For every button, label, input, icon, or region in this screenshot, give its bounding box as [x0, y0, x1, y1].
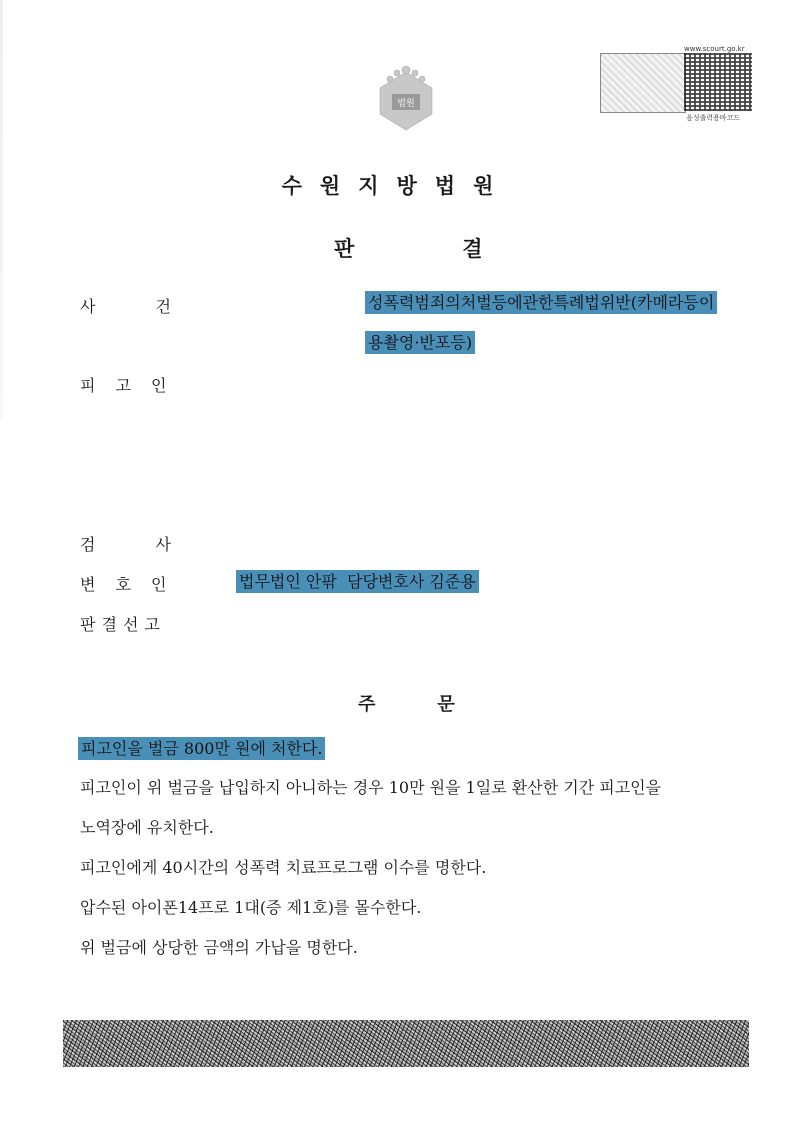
judgment-title-char: 판 [334, 237, 355, 261]
order-title [358, 690, 455, 716]
document-barcode-icon [63, 1020, 749, 1067]
label-char: 검 [80, 535, 96, 554]
qr-caption: 음성출력용바코드 [686, 114, 741, 122]
label-char: 인 [150, 376, 167, 395]
order-title-char: 문 [437, 694, 455, 715]
defendant-label [80, 373, 166, 396]
label-char: 인 [150, 575, 167, 594]
label-char: 피 [80, 376, 96, 395]
order-line-highlight: 피고인을 벌금 800만 원에 처한다. [78, 737, 325, 760]
order-line-3: 노역장에 유치한다. [80, 818, 214, 837]
case-value-highlight: 용촬영·반포등) [365, 331, 475, 354]
court-seal-icon [370, 62, 442, 138]
sentencing-date-label [80, 612, 160, 635]
label-char: 판 [80, 615, 96, 634]
order-line-1 [78, 736, 325, 759]
label-char: 고 [144, 615, 160, 634]
case-label [80, 294, 171, 317]
label-char: 결 [101, 615, 117, 634]
label-char: 사 [80, 297, 96, 316]
judgment-title-char: 결 [462, 237, 483, 261]
qr-code-icon [684, 53, 752, 111]
attorney-value-highlight: 법무법인 안팎 담당변호사 김준용 [236, 570, 479, 593]
order-line-6: 위 벌금에 상당한 금액의 가납을 명한다. [80, 938, 358, 957]
qr-url: www.scourt.go.kr [684, 45, 745, 53]
label-char: 사 [155, 535, 171, 554]
order-line-5: 압수된 아이폰14프로 1대(증 제1호)를 몰수한다. [80, 898, 422, 917]
case-value-line1 [365, 290, 717, 313]
judgment-title [334, 233, 483, 263]
label-char: 호 [115, 575, 131, 594]
attorney-value [236, 569, 479, 592]
label-char: 선 [122, 615, 139, 634]
label-char: 건 [155, 297, 171, 316]
prosecutor-label [80, 532, 171, 555]
order-title-char: 주 [358, 694, 376, 715]
watermark-box [600, 53, 686, 113]
case-value-highlight: 성폭력범죄의처벌등에관한특례법위반(카메라등이 [365, 291, 717, 314]
case-value-line2 [365, 330, 475, 353]
verification-barcode-area [598, 45, 756, 125]
label-char: 변 [80, 575, 96, 594]
order-line-2: 피고인이 위 벌금을 납입하지 아니하는 경우 10만 원을 1일로 환산한 기간 피고인을 [80, 778, 662, 797]
scan-edge-shadow [0, 0, 3, 420]
label-char: 고 [115, 376, 131, 395]
seal-text: 법원 [397, 99, 415, 109]
order-line-4: 피고인에게 40시간의 성폭력 치료프로그램 이수를 명한다. [80, 858, 487, 877]
attorney-label [80, 572, 166, 595]
court-name: 수원지방법원 [281, 174, 512, 198]
